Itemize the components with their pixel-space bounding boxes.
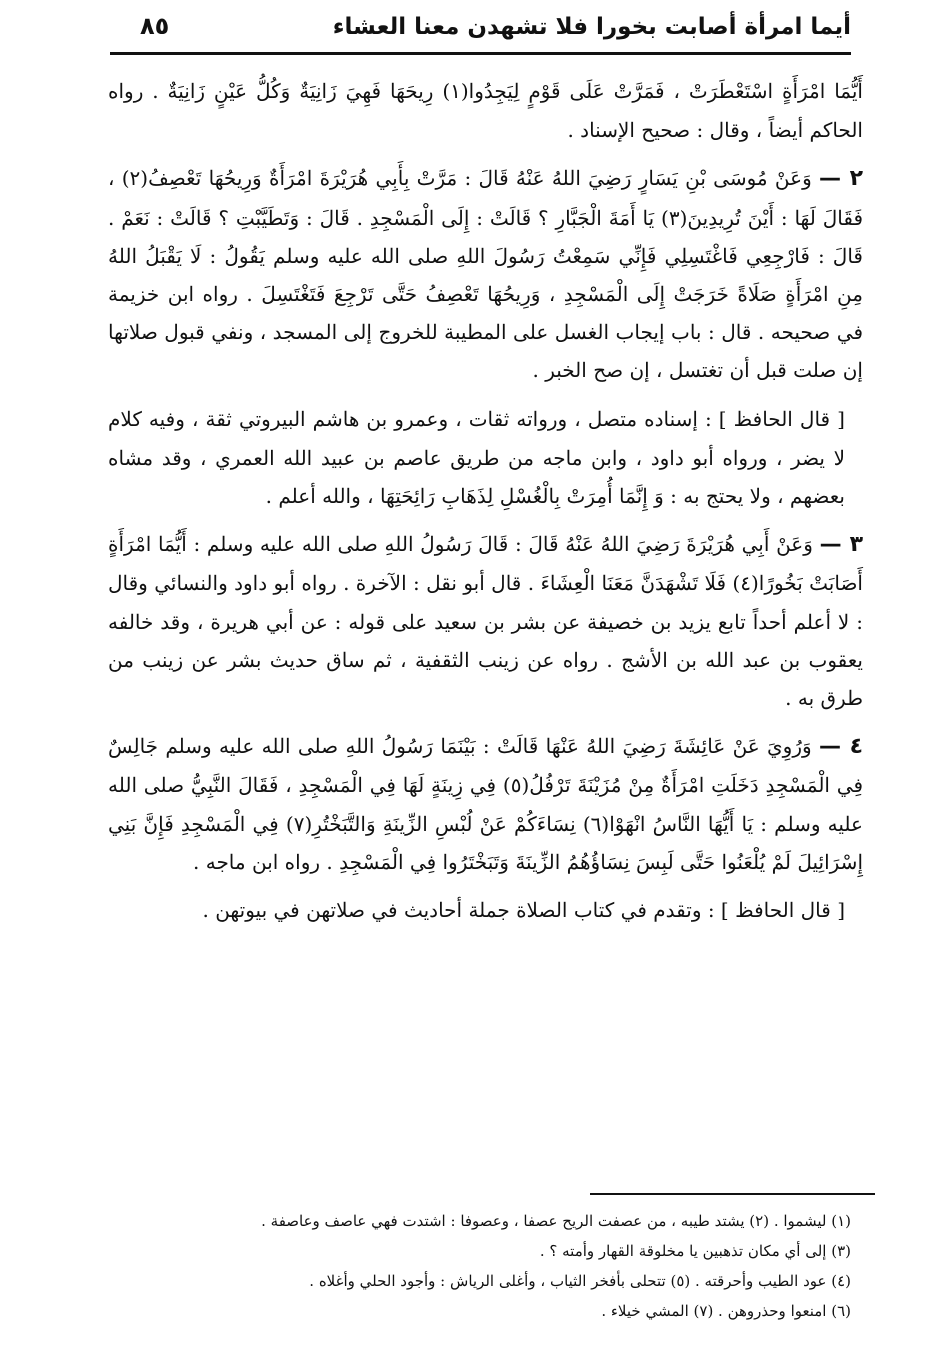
paragraph-text: وَعَنْ أَبِي هُرَيْرَةَ رَضِيَ اللهُ عَنْهُ قَالَ : قَالَ رَسُولُ اللهِ صلى الله عليه وسلم : أَيُّمَا امْرَأَةٍ أَصَابَتْ بَخُورًا(٤) فَلَا تَشْهَدَنَّ مَعَنَا الْعِشَاءَ . قال أبو نقل : الآخرة . رواه أبو داود والنسائي وقال : لا أعلم أحداً تابع يزيد بن خصيفة عن بشر بن سعيد على قوله : عن أبي هريرة ، وقد خالفه يعقوب بن عبد الله بن الأشج . رواه عن زينب الثقفية ، ثم ساق حديث بشر عن زينب من طرق به .	[108, 532, 863, 711]
page-number: ٨٥	[140, 12, 170, 40]
running-title: أيما امرأة أصابت بخورا فلا تشهدن معنا العشاء	[332, 14, 851, 40]
footnote-line: (٣) إلى أي مكان تذهبين يا مخلوقة القهار وأمته ؟ .	[539, 1242, 851, 1260]
main-text	[108, 72, 863, 940]
paragraph-text: وَعَنْ مُوسَى بْنِ يَسَارٍ رَضِيَ اللهُ عَنْهُ قَالَ : مَرَّتْ بِأَبِي هُرَيْرَةَ امْرَأَةٌ وَرِيحُهَا تَعْصِفُ(٢) ، فَقَالَ لَهَا : أَيْنَ تُرِيدِينَ(٣) يَا أَمَةَ الْجَبَّارِ ؟ قَالَتْ : إِلَى الْمَسْجِدِ . قَالَ : وَتَطَيَّبْتِ ؟ قَالَتْ : نَعَمْ . قَالَ : فَارْجِعِي فَاغْتَسِلِي فَإِنِّي سَمِعْتُ رَسُولَ اللهِ صلى الله عليه وسلم يَقُولُ : لَا يَقْبَلُ اللهُ مِنِ امْرَأَةٍ صَلَاةً خَرَجَتْ إِلَى الْمَسْجِدِ ، وَرِيحُهَا تَعْصِفُ حَتَّى تَرْجِعَ فَتَغْتَسِلَ . رواه ابن خزيمة في صحيحه . قال : باب إيجاب الغسل على المطيبة للخروج إلى المسجد ، ونفي قبول صلاتها إن صلت قبل أن تغتسل ، إن صح الخبر .	[108, 166, 864, 383]
paragraph-2	[108, 159, 863, 389]
paragraph-1	[108, 72, 863, 149]
footnote-line: (٦) امنعوا وحذروهن . (٧) المشي خيلاء .	[601, 1302, 851, 1320]
hadith-number: ٢ —	[819, 166, 863, 192]
footnotes	[108, 1206, 851, 1326]
paragraph-text: أَيُّمَا امْرَأَةٍ اسْتَعْطَرَتْ ، فَمَرَّتْ عَلَى قَوْمٍ لِيَجِدُوا(١) رِيحَهَا فَهِيَ زَانِيَةٌ وَكُلُّ عَيْنٍ زَانِيَةٌ . رواه الحاكم أيضاً ، وقال : صحيح الإسناد .	[108, 79, 863, 143]
paragraph-text: [ قال الحافظ ] : وتقدم في كتاب الصلاة جملة أحاديث في صلاتهن في بيوتهن .	[202, 898, 845, 923]
header-rule	[110, 52, 851, 55]
footnote-line: (٤) عود الطيب وأحرقته . (٥) تتحلى بأفخر الثياب ، وأغلى الرياش : وأجود الحلي وأغلاه .	[309, 1272, 851, 1290]
paragraph-4	[108, 525, 863, 717]
paragraph-text: [ قال الحافظ ] : إسناده متصل ، ورواته ثقات ، وعمرو بن هاشم البيروتي ثقة ، وفيه كلام لا يضر ، ورواه أبو داود ، وابن ماجه من طريق عاصم بن عبيد الله العمري ، وقد مشاه بعضهم ، ولا يحتج به : وَ إِنَّمَا أُمِرَتْ بِالْغُسْلِ لِذَهَابِ رَائِحَتِهَا ، والله أعلم .	[108, 406, 845, 509]
page-header	[110, 8, 851, 48]
paragraph-3	[108, 400, 863, 516]
hadith-number: ٣ —	[819, 532, 864, 558]
footnote-line: (١) ليشموا . (٢) يشتد طيبه ، من عصفت الريح عصفا ، وعصوفا : اشتدت فهي عاصف وعاصفة .	[261, 1212, 851, 1230]
paragraph-5	[108, 727, 863, 881]
paragraph-6	[108, 891, 863, 930]
hadith-number: ٤ —	[818, 734, 863, 760]
paragraph-text: وَرُوِيَ عَنْ عَائِشَةَ رَضِيَ اللهُ عَنْهَا قَالَتْ : بَيْنَمَا رَسُولُ اللهِ صلى الله عليه وسلم جَالِسٌ فِي الْمَسْجِدِ دَخَلَتِ امْرَأَةٌ مِنْ مُزَيْنَةَ تَرْفُلُ(٥) فِي زِينَةٍ لَهَا فِي الْمَسْجِدِ ، فَقَالَ النَّبِيُّ صلى الله عليه وسلم : يَا أَيُّهَا النَّاسُ انْهَوْا(٦) نِسَاءَكُمْ عَنْ لُبْسِ الزِّينَةِ وَالتَّبَخْتُرِ(٧) فِي الْمَسْجِدِ فَإِنَّ بَنِي إِسْرَائِيلَ لَمْ يُلْعَنُوا حَتَّى لَبِسَ نِسَاؤُهُمُ الزِّينَةَ وَتَبَخْتَرُوا فِي الْمَسْجِدِ . رواه ابن ماجه .	[108, 734, 864, 874]
footnote-rule	[590, 1193, 875, 1195]
